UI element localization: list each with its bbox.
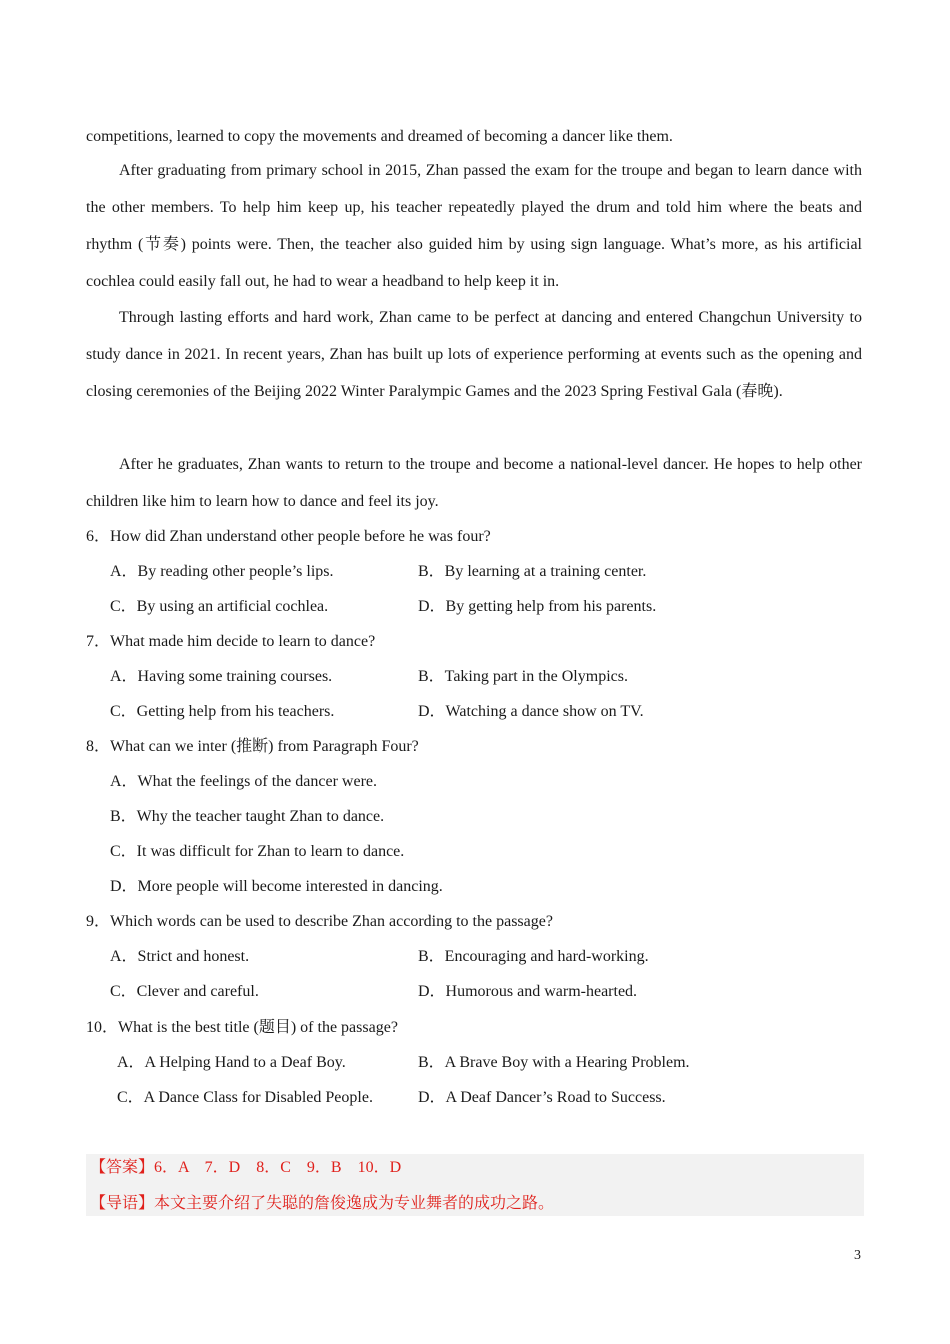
- question-9-option-b: B．Encouraging and hard-working.: [418, 948, 649, 965]
- answer-key: 【答案】6．A 7．D 8．C 9．B 10．D: [90, 1159, 402, 1176]
- question-6-option-d: D．By getting help from his parents.: [418, 598, 657, 615]
- question-7-stem: 7．What made him decide to learn to dance?: [86, 633, 376, 650]
- question-8-option-d: D．More people will become interested in dancing.: [110, 878, 443, 895]
- answer-guide: 【导语】本文主要介绍了失聪的詹俊逸成为专业舞者的成功之路。: [90, 1195, 555, 1212]
- question-8-option-a: A．What the feelings of the dancer were.: [110, 773, 377, 790]
- question-8-option-c: C．It was difficult for Zhan to learn to dance.: [110, 843, 405, 860]
- question-10-option-b: B．A Brave Boy with a Hearing Problem.: [418, 1054, 690, 1071]
- question-6-option-b: B．By learning at a training center.: [418, 563, 647, 580]
- question-9-stem: 9．Which words can be used to describe Zhan according to the passage?: [86, 913, 553, 930]
- question-8-option-b: B．Why the teacher taught Zhan to dance.: [110, 808, 385, 825]
- question-7-option-c: C．Getting help from his teachers.: [110, 703, 335, 720]
- question-9-option-c: C．Clever and careful.: [110, 983, 259, 1000]
- question-10-option-c: C．A Dance Class for Disabled People.: [117, 1089, 373, 1106]
- question-10-option-a: A．A Helping Hand to a Deaf Boy.: [117, 1054, 346, 1071]
- question-7-option-a: A．Having some training courses.: [110, 668, 333, 685]
- question-8-stem: 8．What can we inter (推断) from Paragraph Four?: [86, 738, 419, 755]
- question-9-option-a: A．Strict and honest.: [110, 948, 250, 965]
- question-6-option-a: A．By reading other people’s lips.: [110, 563, 334, 580]
- passage-paragraph-2: Through lasting efforts and hard work, Zhan came to be perfect at dancing and entered Changchun University to study dance in 2021. In recent years, Zhan has built up lots of experience performing at events such as the opening and closing ceremonies of the Beijing 2022 Winter Paralympic Games and the 2023 Spring Festival Gala (春晚).: [86, 309, 862, 400]
- page-number: 3: [854, 1248, 861, 1263]
- passage-paragraph-1: After graduating from primary school in 2015, Zhan passed the exam for the troupe and began to learn dance with the other members. To help him keep up, his teacher repeatedly played the drum and told him where the beats and rhythm (节奏) points were. Then, the teacher also guided him by using sign language. What’s more, as his artificial cochlea could easily fall out, he had to wear a headband to help keep it in.: [86, 162, 862, 290]
- question-7-option-b: B．Taking part in the Olympics.: [418, 668, 628, 685]
- question-10-stem: 10．What is the best title (题目) of the passage?: [86, 1019, 398, 1036]
- passage-paragraph-0: competitions, learned to copy the movements and dreamed of becoming a dancer like them.: [86, 128, 673, 145]
- passage-paragraph-3: After he graduates, Zhan wants to return to the troupe and become a national-level dancer. He hopes to help other children like him to learn how to dance and feel its joy.: [86, 456, 862, 510]
- question-10-option-d: D．A Deaf Dancer’s Road to Success.: [418, 1089, 666, 1106]
- question-7-option-d: D．Watching a dance show on TV.: [418, 703, 644, 720]
- question-6-stem: 6．How did Zhan understand other people before he was four?: [86, 528, 491, 545]
- question-6-option-c: C．By using an artificial cochlea.: [110, 598, 329, 615]
- question-9-option-d: D．Humorous and warm-hearted.: [418, 983, 638, 1000]
